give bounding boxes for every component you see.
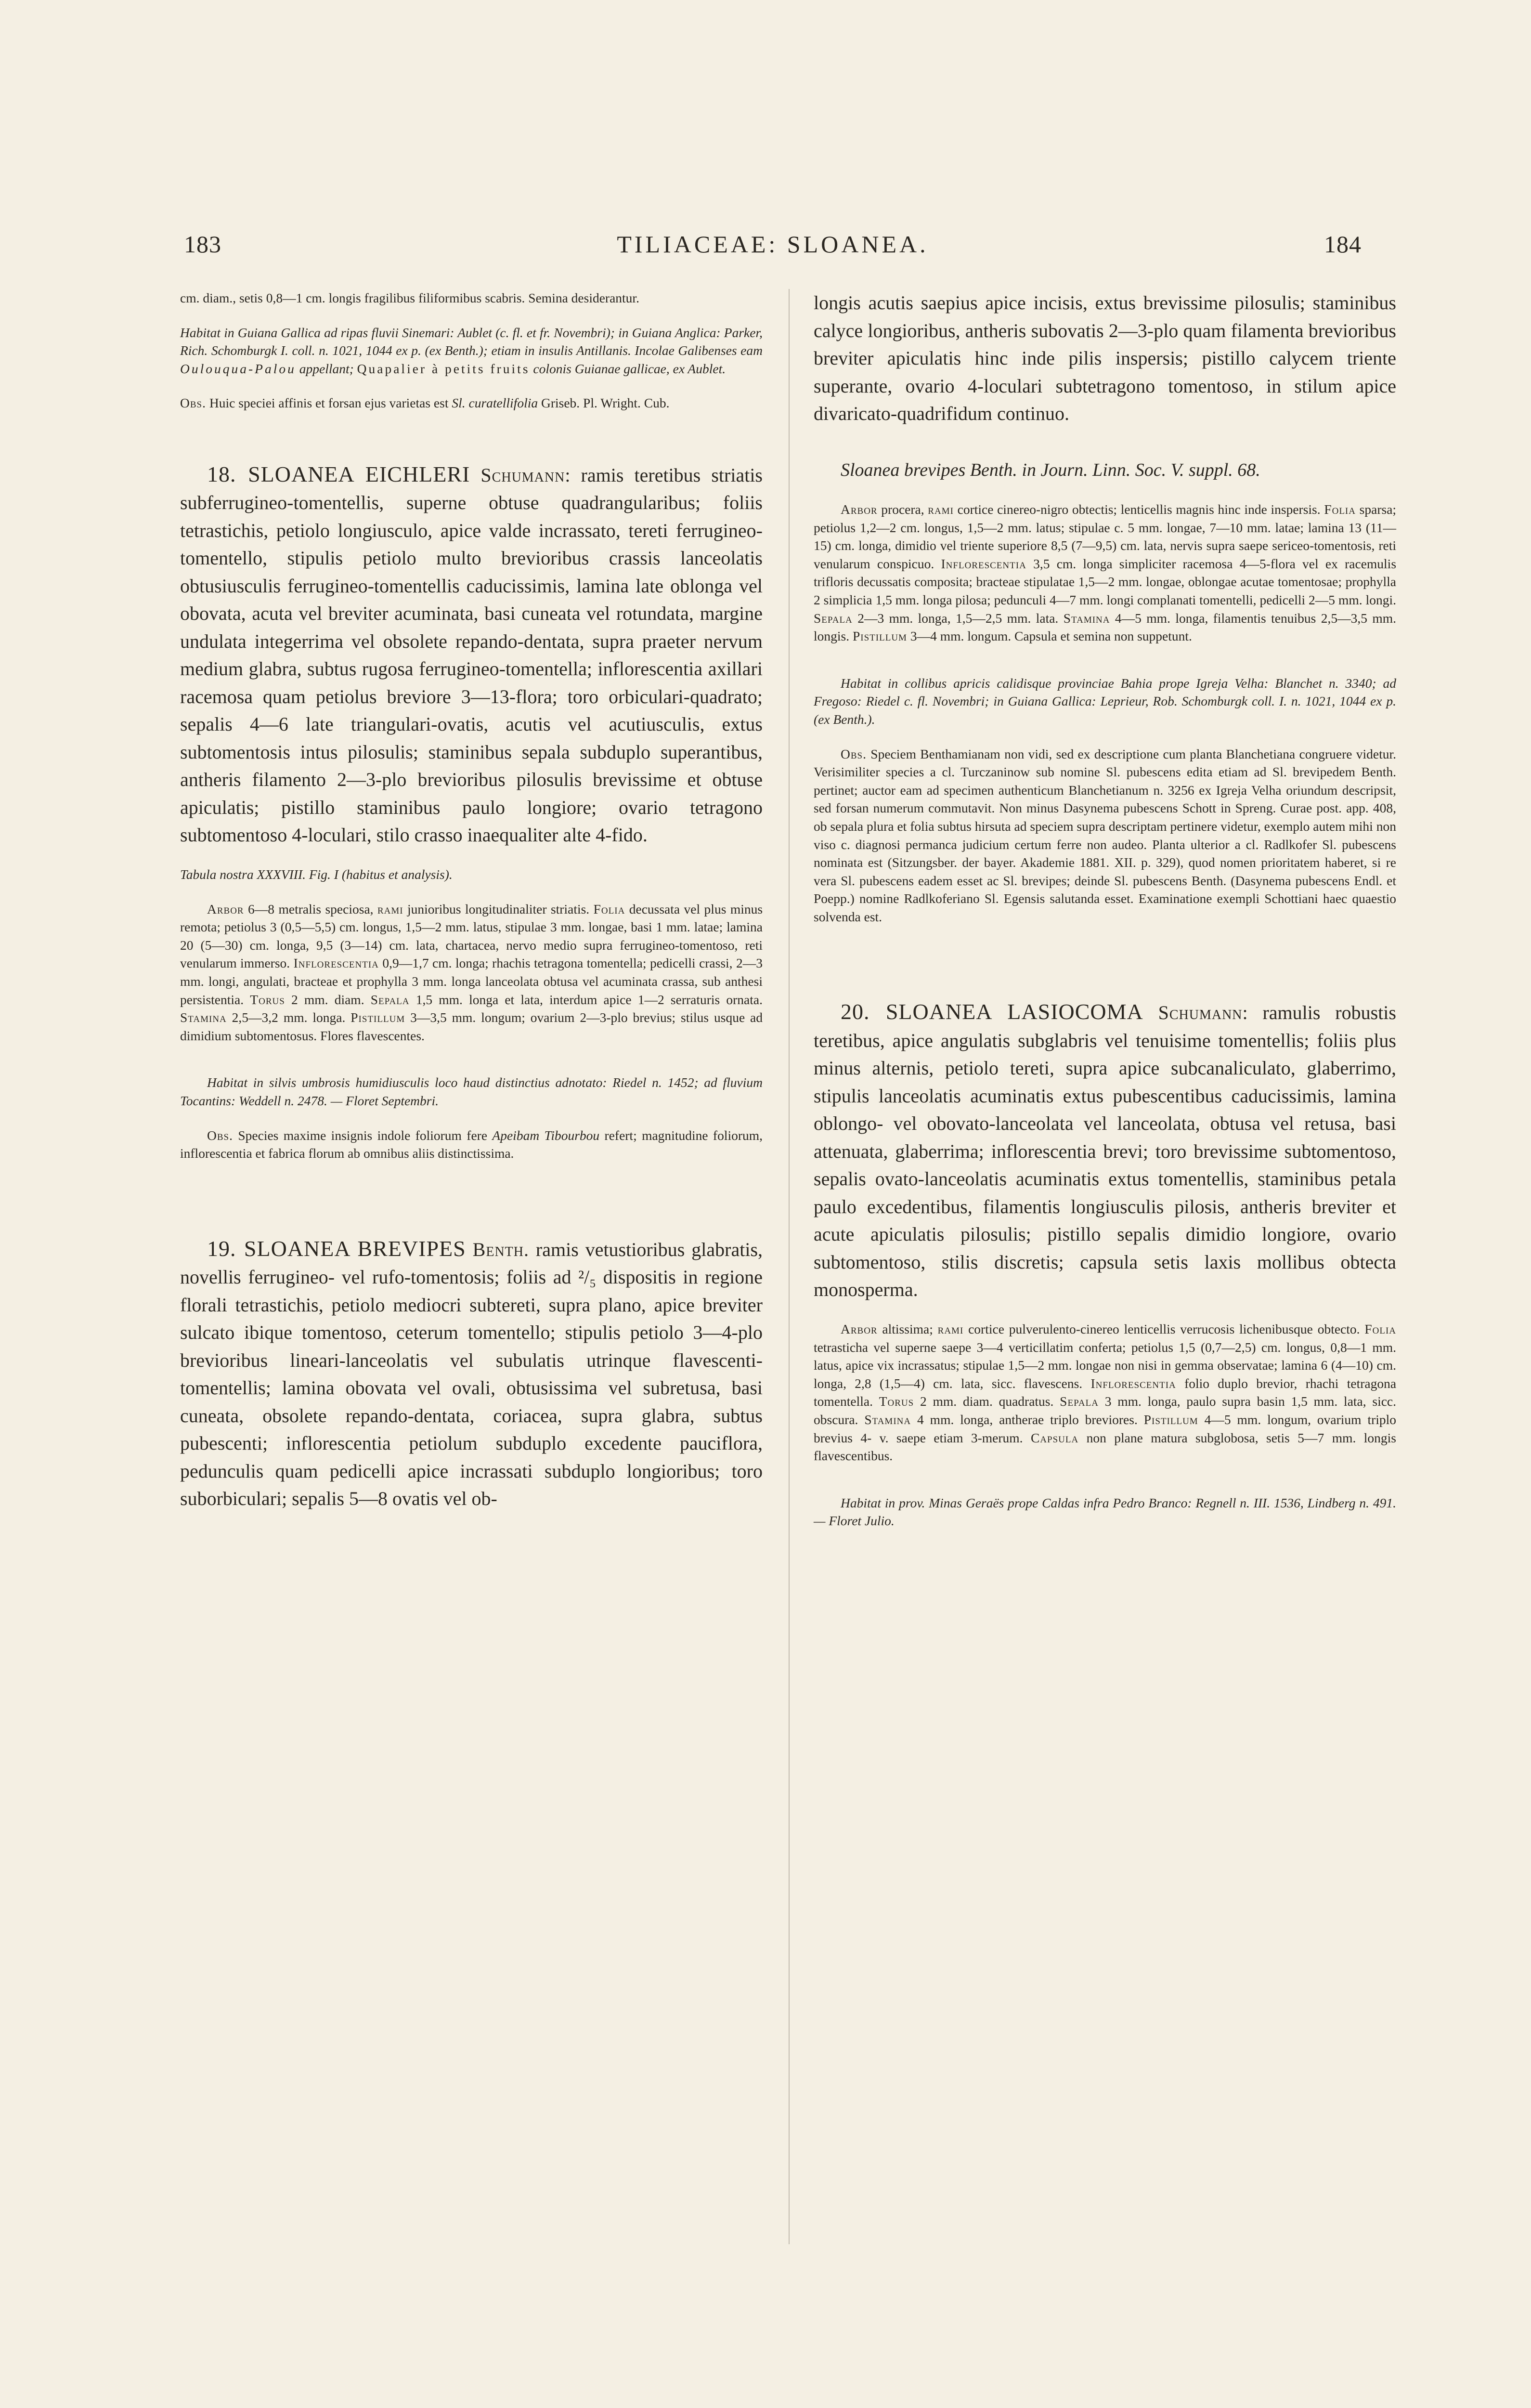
text-capsula: non plane matura subglobosa, setis 5—7 mm. longis flavescentibus. <box>814 1430 1396 1464</box>
label-sepala: Sepala <box>1060 1394 1099 1409</box>
species-18-title: 18. SLOANEA EICHLERI <box>207 461 470 486</box>
label-stamina: Stamina <box>864 1412 911 1427</box>
species-18-plate: Tabula nostra XXXVIII. Fig. I (habitus et analysis). <box>180 866 453 882</box>
intro-paragraph: cm. diam., setis 0,8—1 cm. longis fragilibus filiformibus scabris. Semina desiderantur. <box>180 290 639 305</box>
species-20-habitat: Habitat in prov. Minas Geraës prope Caldas infra Pedro Branco: Regnell n. III. 1536, Lindberg n. 491. — Floret Julio. <box>814 1495 1396 1529</box>
species-20-author: Schumann <box>1158 1002 1243 1024</box>
text-folia: sparsa; petiolus 1,2—2 cm. longus, 1,5—2 mm. latus; stipulae c. 5 mm. longae, 7—10 mm. latae; lamina 13 (11—15) cm. longa, dimidio vel triente superiore 8,5 (7—9,5) cm. lata, nervis supra saepe sericeo-tomentosis, reti venularum conspicuo. <box>814 502 1397 571</box>
species-18-details <box>180 900 763 1045</box>
label-pistillum: Pistillum <box>1143 1412 1198 1427</box>
text-arbor: procera, <box>881 502 924 517</box>
habitat-tail: colonis Guianae gallicae, ex Aublet. <box>533 361 726 376</box>
obs-label: Obs. <box>180 395 206 411</box>
habitat-text: Habitat in Guiana Gallica ad ripas fluvii Sinemari: Aublet (c. fl. et fr. Novembri); in Guiana Anglica: Parker, Rich. Schomburgk I. coll. n. 1021, 1044 ex p. (ex Benth.); etiam in insulis Antillanis. Incolae Galibenses eam <box>180 325 763 358</box>
text-pistillum: 4—5 mm. longum, ovarium triplo brevius 4- v. saepe etiam 3-merum. <box>814 1412 1397 1445</box>
text-rami: junioribus longitudinaliter striatis. <box>407 901 590 916</box>
species-20-title: 20. SLOANEA LASIOCOMA <box>841 999 1143 1024</box>
obs-text: Speciem Benthamianam non vidi, sed ex descriptione cum planta Blanchetiana congruere videtur. Verisimiliter species a cl. Turczaninow sub nomine Sl. pubescens edita etiam ad Sl. brevipedem Benth. pertinet; auctor eam ad specimen authenticum Blanchetianum n. 3256 ex Igreja Velha oriundum descripsit, sed forsan numerum commutavit. Non minus Dasynema pubescens Schott in Spreng. Curae post. app. 408, ob sepala plura et folia subtus hirsuta ad speciem supra descriptam pertinere videtur, exemplo autem mihi non viso c. diagnosi permanca judicium certum ferre non audeo. Planta ulterior a cl. Radlkofer Sl. pubescens nominata est (Sitzungsber. der bayer. Akademie 1881. XII. p. 329), quod nomen prioritatem haberet, si re vera Sl. pubescens eadem esset ac Sl. brevipes; deinde Sl. pubescens Benth. (Dasynema pubescens Endl. et Poepp.) nomine Radlkoferiano Sl. Egensis salutanda esset. Examinatione exempli Schottiani haec quaestio solvenda est. <box>814 746 1397 924</box>
page-number-left: 183 <box>184 231 221 258</box>
text-rami: cortice cinereo-nigro obtectis; lenticellis magnis hinc inde inspersis. <box>957 502 1321 517</box>
label-rami: rami <box>377 901 403 916</box>
label-stamina: Stamina <box>1063 610 1110 626</box>
obs-genus: Apeibam Tibourbou <box>492 1127 600 1143</box>
text-sepala: 3 mm. longa, paulo supra basin 1,5 mm. lata, sicc. obscura. <box>814 1394 1397 1427</box>
label-inflorescentia: Inflorescentia <box>293 955 379 971</box>
label-folia: Folia <box>1364 1321 1396 1336</box>
label-arbor: Arbor <box>207 901 244 916</box>
left-column <box>180 289 763 1513</box>
species-18-description <box>180 460 763 849</box>
obs-label: Obs. <box>207 1127 233 1143</box>
species-19-obs <box>814 745 1396 926</box>
species-19-habitat: Habitat in collibus apricis calidisque provinciae Bahia prope Igreja Velha: Blanchet n. 3340; ad Fregoso: Riedel c. fl. Novembri; in Guiana Gallica: Leprieur, Rob. Schomburgk coll. I. n. 1021, 1044 ex p. (ex Benth.). <box>814 675 1396 727</box>
species-19-continuation: longis acutis saepius apice incisis, extus brevissime pilosulis; staminibus calyce longioribus, antheris subovatis 2—3-plo quam filamenta brevioribus breviter apiculatis hinc inde pilis inspersis; pistillo calycem triente superante, ovario 4-loculari subtetragono tomentoso, in stilum apice divaricato-quadrifidum continuo. <box>814 292 1396 424</box>
species-20-details <box>814 1320 1396 1465</box>
habitat-paragraph <box>180 324 763 378</box>
label-folia: Folia <box>593 901 625 916</box>
obs-tail: refert; magnitudine foliorum, inflorescentia et fabrica florum ab omnibus aliis distinctissima. <box>180 1127 763 1161</box>
label-torus: Torus <box>250 992 285 1007</box>
text-stamina: 4 mm. longa, antherae triplo breviores. <box>917 1412 1138 1427</box>
label-rami: rami <box>937 1321 964 1336</box>
label-pistillum: Pistillum <box>852 628 907 644</box>
label-inflorescentia: Inflorescentia <box>941 556 1026 571</box>
species-19-author: Benth. <box>472 1238 529 1260</box>
species-19-diagnosis: ramis vetustioribus glabratis, novellis ferrugineo- vel rufo-tomentosis; foliis ad ²/₅ dispositis in regione florali tetrastichis, petiolo mediocri subtereti, supra plano, apice breviter sulcato ibique tomentoso, ceterum tomentello; stipulis petiolo 3—4-plo brevioribus lineari-lanceolatis vel subulatis utrinque flavescenti-tomentellis; lamina obovata vel ovali, obtusissima vel subretusa, basi cuneata, obsolete repando-dentata, coriacea, supra glabra, subtus pubescenti; inflorescentia petiolum subduplo excedente pauciflora, pedunculis quam pedicelli apice incrassati subduplo longioribus; toro suborbiculari; sepalis 5—8 ovatis vel ob- <box>180 1238 763 1510</box>
text-sepala: 2—3 mm. longa, 1,5—2,5 mm. lata. <box>857 610 1059 626</box>
text-pistillum: 3—3,5 mm. longum; ovarium 2—3-plo brevius; stilus usque ad dimidium subtomentosus. Flores flavescentes. <box>180 1010 763 1043</box>
text-sepala: 1,5 mm. longa et lata, interdum apice 1—2 serraturis ornata. <box>415 992 763 1007</box>
text-stamina: 2,5—3,2 mm. longa. <box>232 1010 346 1025</box>
label-folia: Folia <box>1324 502 1356 517</box>
obs-paragraph-1 <box>180 394 763 412</box>
species-19-citation: Sloanea brevipes Benth. in Journ. Linn. Soc. V. suppl. 68. <box>841 459 1260 480</box>
column-divider <box>789 289 790 2244</box>
label-arbor: Arbor <box>841 502 878 517</box>
label-arbor: Arbor <box>841 1321 878 1336</box>
species-20-description <box>814 998 1396 1304</box>
label-pistillum: Pistillum <box>350 1010 405 1025</box>
appellant-word: appellant; <box>299 361 354 376</box>
species-19-description <box>180 1235 763 1513</box>
quapalier-name: Quapalier à petits fruits <box>357 361 530 376</box>
running-title: TILIACEAE: SLOANEA. <box>617 231 929 258</box>
text-torus: 2 mm. diam. quadratus. <box>920 1394 1054 1409</box>
obs-tail: Griseb. Pl. Wright. Cub. <box>541 395 670 411</box>
text-arbor: 6—8 metralis speciosa, <box>248 901 374 916</box>
obs-label: Obs. <box>841 746 867 761</box>
label-rami: rami <box>928 502 954 517</box>
text-inflorescentia: 0,9—1,7 cm. longa; rhachis tetragona tomentella; pedicelli crassi, 2—3 mm. longi, angulati, bracteae et prophylla 3 mm. longa lanceolata obtusa vel acuminata crassa, sub anthesi persistentia. <box>180 955 763 1007</box>
text-inflorescentia: 3,5 cm. longa simpliciter racemosa 4—5-flora vel ex racemulis trifloris decussatis composita; bracteae stipulatae 1,5—2 mm. longae, oblongae acutae tomentosae; prophylla 2 simplicia 1,5 mm. longa pilosa; pedunculi 4—7 mm. longi complanati tomentelli, pedicelli 2—5 mm. longi. <box>814 556 1397 607</box>
text-torus: 2 mm. diam. <box>291 992 364 1007</box>
species-19-title: 19. SLOANEA BREVIPES <box>207 1236 466 1261</box>
label-inflorescentia: Inflorescentia <box>1090 1375 1176 1391</box>
text-arbor: altissima; <box>882 1321 933 1336</box>
species-18-author: Schumann <box>480 464 565 486</box>
label-stamina: Stamina <box>180 1010 227 1025</box>
text-folia: tetrasticha vel superne saepe 3—4 verticillatim conferta; petiolus 1,5 (0,7—2,5) cm. longus, 0,8—1 mm. latus, apice vix incrassatus; stipulae 1,5—2 mm. longae non nisi in gemma observatae; lamina 6 (4—10) cm. longa, 2,8 (1,5—4) cm. lata, sicc. flavescens. <box>814 1339 1396 1391</box>
obs-text: Huic speciei affinis et forsan ejus varietas est <box>209 395 449 411</box>
right-column <box>814 289 1396 1530</box>
text-folia: decussata vel plus minus remota; petiolus 3 (0,5—5,5) cm. longus, 1,5—2 mm. latus, stipulae 3 mm. longae, basi 1 mm. latae; lamina 20 (5—30) cm. longa, 9,5 (3—14) cm. lata, chartacea, nervo medio supra ferrugineo-tomentoso, reti venularum immerso. <box>180 901 763 971</box>
page-number-right: 184 <box>1324 231 1362 258</box>
label-sepala: Sepala <box>814 610 853 626</box>
label-sepala: Sepala <box>370 992 410 1007</box>
species-18-habitat: Habitat in silvis umbrosis humidiusculis loco haud distinctius adnotato: Riedel n. 1452; ad fluvium Tocantins: Weddell n. 2478. — Floret Septembri. <box>180 1075 763 1108</box>
text-pistillum: 3—4 mm. longum. Capsula et semina non suppetunt. <box>910 628 1192 644</box>
species-18-obs <box>180 1126 763 1163</box>
species-20-diagnosis: : ramulis robustis teretibus, apice angulatis subglabris vel tenuisime tomentellis; foliis plus minus alternis, petiolo tereti, supra apice subcanaliculato, glaberrimo, stipulis lanceolatis acuminatis extus pubescentibus caducissimis, lamina oblongo- vel obovato-lanceolata vel lanceolata, obtusa vel retusa, basi attenuata, glaberrima; inflorescentia brevi; toro brevissime subtomentoso, sepalis ovato-lanceolatis acuminatis extus tomentellis, staminibus petala paulo excedentibus, filamentis longiusculis pilosis, antheris breviter et acute apiculatis pilosulis; pistillo sepalis dimidio longiore, ovario subtomentoso, stilis discretis; capsula setis laxis mollibus obtecta monosperma. <box>814 1002 1396 1301</box>
local-name: Oulouqua-Palou <box>180 361 296 376</box>
text-inflorescentia: folio duplo brevior, rhachi tetragona tomentella. <box>814 1375 1397 1409</box>
text-rami: cortice pulverulento-cinereo lenticellis verrucosis lichenibusque obtecto. <box>968 1321 1360 1336</box>
label-capsula: Capsula <box>1030 1430 1079 1445</box>
label-torus: Torus <box>879 1394 914 1409</box>
text-stamina: 4—5 mm. longa, filamentis tenuibus 2,5—3,5 mm. longis. <box>814 610 1397 644</box>
species-18-diagnosis: : ramis teretibus striatis subferrugineo-tomentellis, superne obtuse quadrangularibus; foliis tetrastichis, petiolo longiusculo, apice valde incrassato, tereti ferrugineo-tomentello, stipulis petiolo multo brevioribus crassis lanceolatis obtusiusculis ferrugineo-tomentellis caducissimis, lamina late oblonga vel obovata, acuta vel breviter acuminata, basi cuneata vel rotundata, margine undulata integerrima vel obsolete repando-dentata, supra praeter nervum medium glabra, subtus rugosa ferrugineo-tomentella; inflorescentia axillari racemosa quam petiolus breviore 3—13-flora; toro orbiculari-quadrato; sepalis 4—6 late triangulari-ovatis, acutis vel acutiusculis, extus subtomentosis intus pilosulis; staminibus sepala subduplo superantibus, antheris filamento 2—3-plo brevioribus pilosulis brevissime et obtuse apiculatis; pistillo staminibus paulo longiore; ovario tetragono subtomentoso 4-loculari, stilo crasso inaequaliter alte 4-fido. <box>180 464 763 846</box>
obs-species: Sl. curatellifolia <box>452 395 538 411</box>
running-header <box>184 230 1362 264</box>
obs-text: Species maxime insignis indole foliorum fere <box>238 1127 488 1143</box>
species-19-details <box>814 500 1396 645</box>
